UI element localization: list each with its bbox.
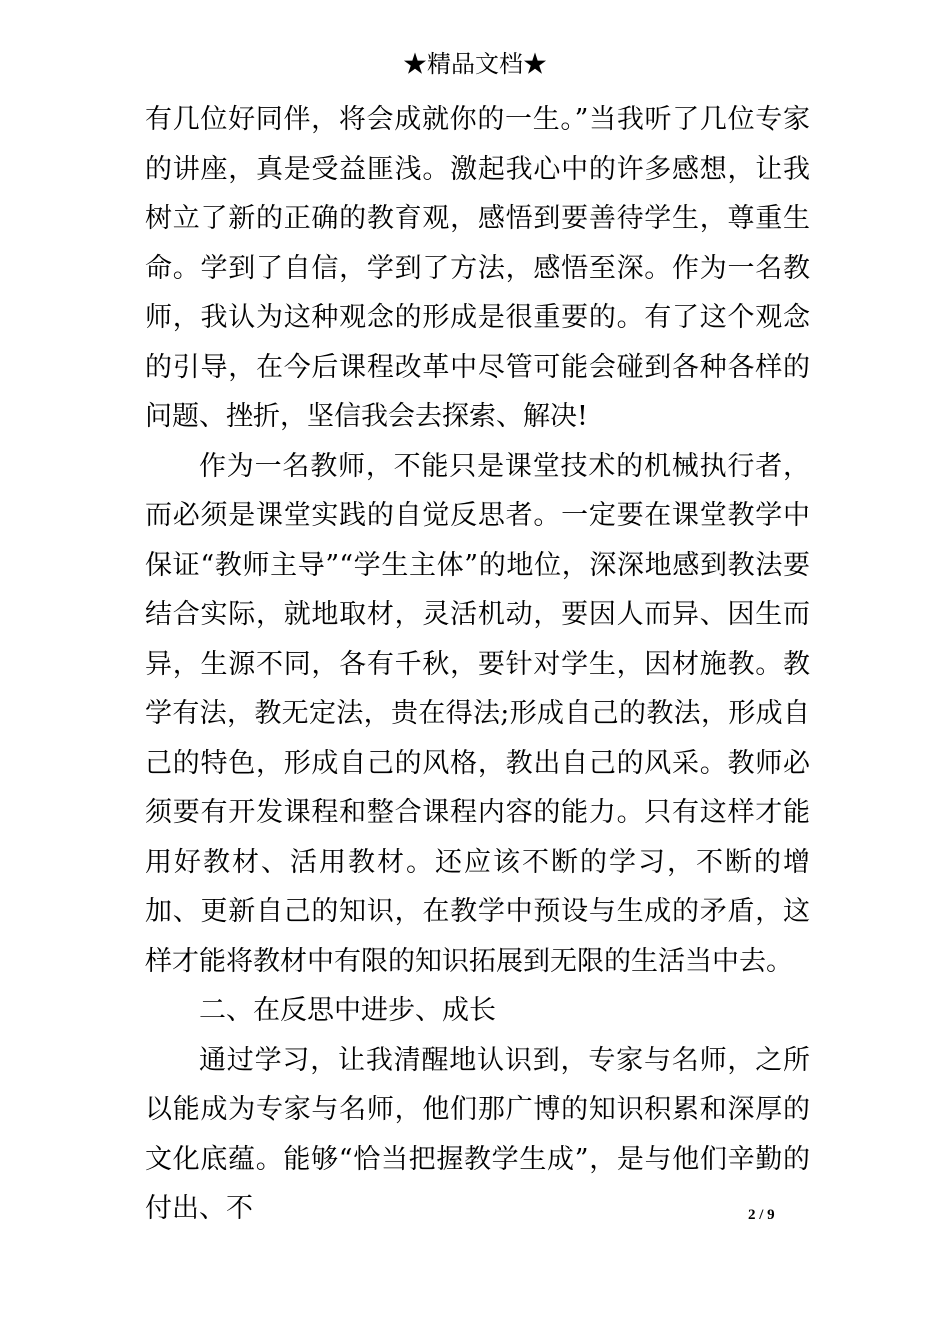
paragraph-continuation: 有几位好同伴，将会成就你的一生。”当我听了几位专家的讲座，真是受益匪浅。激起我心中的许多感想，让我树立了新的正确的教育观，感悟到要善待学生，尊重生命。学到了自信，学到了方法，感悟至深。作为一名教师，我认为这种观念的形成是很重要的。有了这个观念的引导，在今后课程改革中尽管可能会碰到各种各样的问题、挫折，坚信我会去探索、解决! — [145, 104, 810, 432]
paragraph-teacher-reflection: 作为一名教师，不能只是课堂技术的机械执行者，而必须是课堂实践的自觉反思者。一定要在课堂教学中保证“教师主导”“学生主体”的地位，深深地感到教法要结合实际，就地取材，灵活机动，要因人而异、因生而异，生源不同，各有千秋，要针对学生，因材施教。教学有法，教无定法，贵在得法;形成自己的教法，形成自己的特色，形成自己的风格，教出自己的风采。教师必须要有开发课程和整合课程内容的能力。只有这样才能用好教材、活用教材。还应该不断的学习，不断的增加、更新自己的知识，在教学中预设与生成的矛盾，这样才能将教材中有限的知识拓展到无限的生活当中去。 — [145, 450, 810, 977]
document-body — [145, 95, 810, 1234]
section-heading: 二、在反思中进步、成长 — [199, 995, 496, 1026]
paragraph-learning: 通过学习，让我清醒地认识到，专家与名师，之所以能成为专家与名师，他们那广博的知识积累和深厚的文化底蕴。能够“恰当把握教学生成”，是与他们辛勤的付出、不 — [145, 1044, 810, 1224]
page-number: 2 / 9 — [748, 1207, 775, 1223]
document-header: ★精品文档★ — [403, 50, 547, 78]
